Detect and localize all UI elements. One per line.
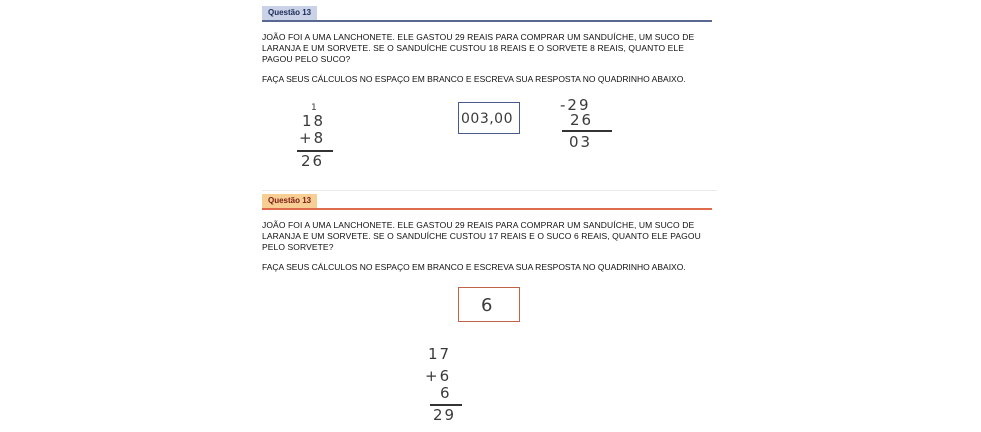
q1-work-right-line (562, 130, 612, 132)
q2-work-line3: 6 (440, 384, 452, 402)
q2-work-line1: 17 (428, 345, 452, 363)
question-2-title: Questão 13 (262, 194, 317, 208)
question-1-rule (262, 20, 712, 22)
question-2-instruction: FAÇA SEUS CÁLCULOS NO ESPAÇO EM BRANCO E ESCREVA SUA RESPOSTA NO QUADRINHO ABAIXO. (262, 262, 686, 272)
q1-work-right-top: -29 (560, 96, 591, 114)
q1-work-carry: 1 (311, 103, 319, 113)
section-divider (262, 190, 717, 191)
q2-work-result: 29 (433, 406, 457, 424)
question-2-rule (262, 208, 712, 210)
question-1-instruction: FAÇA SEUS CÁLCULOS NO ESPAÇO EM BRANCO E ESCREVA SUA RESPOSTA NO QUADRINHO ABAIXO. (262, 74, 686, 84)
question-2-answer-box[interactable] (458, 287, 520, 322)
question-2 (262, 194, 712, 273)
question-1-answer: 003,00 (461, 111, 513, 127)
question-2-answer: 6 (481, 295, 493, 316)
question-1 (262, 6, 712, 85)
q1-work-right-sub: 26 (570, 111, 594, 129)
question-1-statement: JOÃO FOI A UMA LANCHONETE. ELE GASTOU 29 REAIS PARA COMPRAR UM SANDUÍCHE, UM SUCO DE LARANJA E UM SORVETE. SE O SANDUÍCHE CUSTOU 18 REAIS E O SORVETE 8 REAIS, QUANTO ELE PAGOU PELO SUCO? (262, 32, 695, 64)
q1-work-result: 26 (301, 152, 325, 170)
question-2-statement: JOÃO FOI A UMA LANCHONETE. ELE GASTOU 29 REAIS PARA COMPRAR UM SANDUÍCHE, UM SUCO DE LARANJA E UM SORVETE. SE O SANDUÍCHE CUSTOU 17 REAIS E O SUCO 6 REAIS, QUANTO ELE PAGOU PELO SORVETE? (262, 220, 701, 252)
question-1-header (262, 6, 712, 20)
question-1-title: Questão 13 (262, 6, 317, 20)
q2-work-line2: +6 (425, 367, 452, 385)
q1-work-add: +8 (299, 129, 326, 147)
q1-work-right-result: 03 (569, 133, 593, 151)
question-2-header (262, 194, 712, 208)
q1-work-top: 18 (302, 112, 326, 130)
question-1-answer-box[interactable] (458, 102, 520, 134)
